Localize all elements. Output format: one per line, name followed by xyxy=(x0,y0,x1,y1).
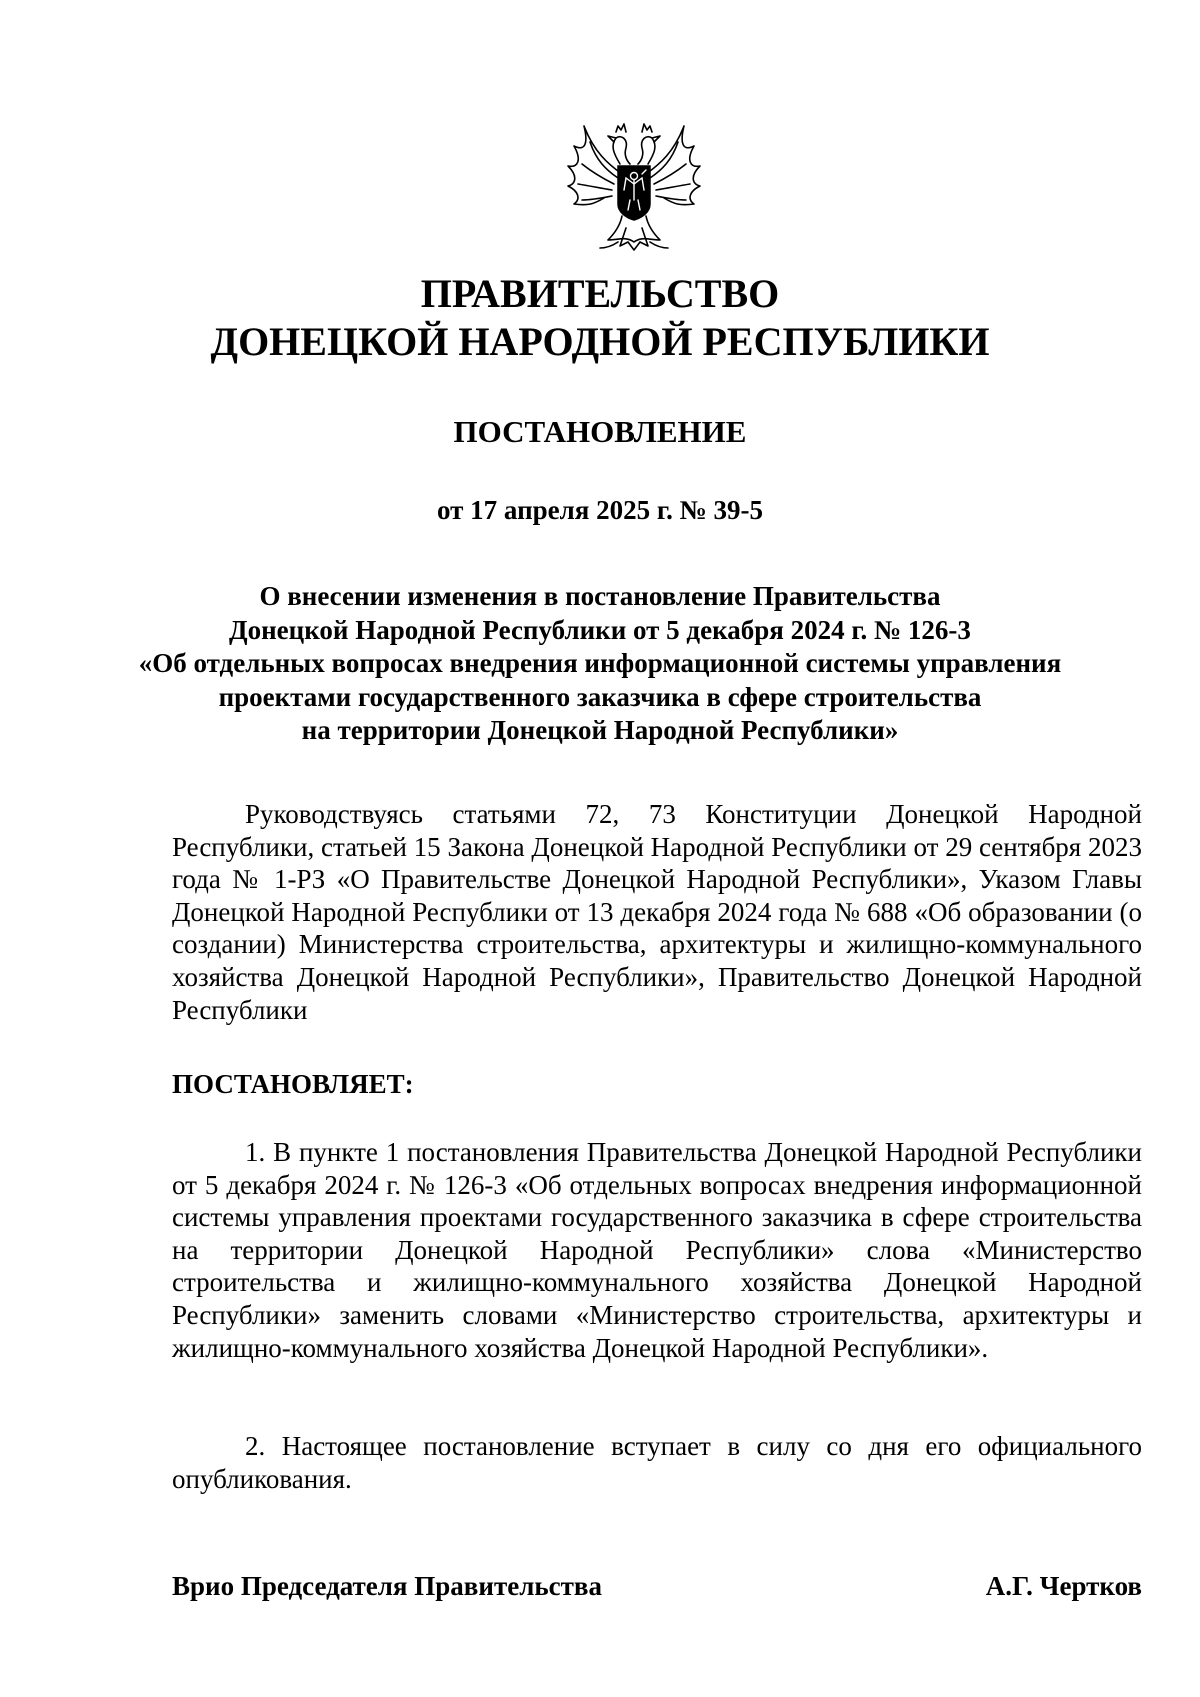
item-2-paragraph: 2. Настоящее постановление вступает в силу со дня его официального опубликования. xyxy=(172,1431,1142,1494)
document-date-number: от 17 апреля 2025 г. № 39-5 xyxy=(437,495,763,525)
document-type: ПОСТАНОВЛЕНИЕ xyxy=(453,414,747,449)
resolves-heading: ПОСТАНОВЛЯЕТ: xyxy=(172,1069,414,1099)
coat-of-arms-icon xyxy=(564,112,704,256)
subject-line: проектами государственного заказчика в сфере строительства xyxy=(218,681,982,712)
subject-line: Донецкой Народной Республики от 5 декабря 2024 г. № 126-3 xyxy=(229,614,971,645)
preamble-paragraph: Руководствуясь статьями 72, 73 Конституции Донецкой Народной Республики, статьей 15 Закона Донецкой Народной Республики от 29 сентября 2023 года № 1-РЗ «О Правительстве Донецкой Народной Республики», Указом Главы Донецкой Народной Республики от 13 декабря 2024 года № 688 «Об образовании (о создании) Министерства строительства, архитектуры и жилищно-коммунального хозяйства Донецкой Народной Республики», Правительство Донецкой Народной Республики xyxy=(172,799,1142,1025)
signatory-position: Врио Председателя Правительства xyxy=(172,1571,602,1601)
subject-line: на территории Донецкой Народной Республики» xyxy=(301,715,899,745)
subject-line: О внесении изменения в постановление Правительства xyxy=(259,581,941,611)
signatory-name: А.Г. Чертков xyxy=(985,1571,1142,1601)
government-title xyxy=(0,270,1200,366)
item-1-paragraph: 1. В пункте 1 постановления Правительства Донецкой Народной Республики от 5 декабря 2024 г. № 126-3 «Об отдельных вопросах внедрения информационной системы управления проектами государственного заказчика в сфере строительства на территории Донецкой Народной Республики» слова «Министерство строительства и жилищно-коммунального хозяйства Донецкой Народной Республики» заменить словами «Министерство строительства, архитектуры и жилищно-коммунального хозяйства Донецкой Народной Республики». xyxy=(172,1137,1142,1363)
government-title-line2: ДОНЕЦКОЙ НАРОДНОЙ РЕСПУБЛИКИ xyxy=(210,319,990,364)
document-subject xyxy=(0,580,1200,748)
government-title-line1: ПРАВИТЕЛЬСТВО xyxy=(420,271,780,316)
subject-line: «Об отдельных вопросах внедрения информационной системы управления xyxy=(138,648,1062,678)
